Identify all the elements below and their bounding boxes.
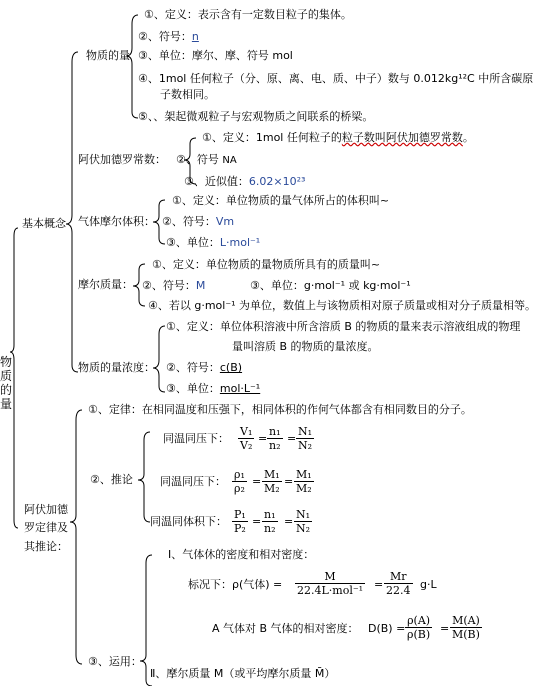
basic-concepts-label: 基本概念 xyxy=(22,217,66,230)
molar-mass-definition: ①、定义：单位物质的量物质所具有的质量叫~ xyxy=(152,258,381,271)
avogadro-law-label-2: 罗定律及 xyxy=(24,521,68,534)
equals-sign: = xyxy=(284,515,294,528)
concentration-unit: mol·L⁻¹ xyxy=(219,382,261,395)
application-1-title: Ⅰ、气体休的密度和相对密度： xyxy=(168,548,315,561)
molar-mass-symbol: M xyxy=(195,279,206,292)
std-density-frac-1: M 22.4L·mol⁻¹ xyxy=(297,570,364,597)
inference-1-label: 同温同压下： xyxy=(163,432,229,445)
inference-3-frac-3: $\frac{\text{N₁}}{\text{N₂}}$ xyxy=(296,508,311,535)
avogadro-law-statement: ①、定律：在相同温度和压强下，相同体积的作何气体都含有相同数目的分子。 xyxy=(88,403,472,416)
std-density-unit: g·L xyxy=(420,578,437,591)
avogadro-law-label-3: 其推论： xyxy=(24,540,68,553)
concentration-symbol: c(B) xyxy=(219,361,243,374)
inference-2-frac-2: $\frac{\text{M₁}}{\text{M₂}}$ xyxy=(264,468,280,495)
molar-mass-unit-line: ③、单位：g·mol⁻¹ 或 kg·mol⁻¹ xyxy=(250,279,411,292)
relative-density-frac-2: $\frac{M(A)}{M(B)}$ xyxy=(452,614,480,641)
concentration-symbol-line: ②、符号：c(B) xyxy=(166,361,243,374)
avogadro-definition: ①、定义：1mol 任何粒子的粒子数叫阿伏加德罗常数。 xyxy=(202,131,474,144)
std-density-label: 标况下：ρ(气体) = xyxy=(188,578,283,591)
inference-1-frac-2: $\frac{\text{n₁}}{\text{n₂}}$ xyxy=(269,425,281,452)
inference-2-frac-3: $\frac{\text{M₁}}{\text{M₂}}$ xyxy=(296,468,312,495)
aos-mol-line: ④、1mol 任何粒子（分、原、离、电、质、中子）数与 0.012kg¹²C 中所含碳原 xyxy=(138,72,534,85)
inference-1-frac-1: $\frac{\text{V₁}}{\text{V₂}}$ xyxy=(240,425,253,452)
avogadro-value: 6.02×10²³ xyxy=(248,175,306,188)
equals-sign: = xyxy=(252,475,262,488)
c12-mark: ¹²C 中所含碳原 xyxy=(458,72,534,85)
concentration-unit-line: ③、单位：mol·L⁻¹ xyxy=(166,382,261,395)
molar-mass-unit: g·mol⁻¹ 或 kg·mol⁻¹ xyxy=(303,279,411,292)
relative-density-frac-1: $\frac{\rho(A)}{\rho(B)}$ xyxy=(407,614,431,641)
molar-mass-label: 摩尔质量： xyxy=(78,278,133,291)
concentration-label: 物质的量浓度： xyxy=(78,361,155,374)
avogadro-law-label-1: 阿伏加德 xyxy=(24,503,68,516)
inference-3-label: 同温同体积下： xyxy=(150,515,227,528)
aos-symbol: n xyxy=(191,30,199,43)
molar-volume-unit-line: ③、单位：L·mol⁻¹ xyxy=(166,236,261,249)
relative-density-label: A 气体对 B 气体的相对密度： xyxy=(212,622,359,635)
aos-mol-line2: 子数相同。 xyxy=(160,88,215,101)
equals-sign: = xyxy=(440,622,450,635)
aos-unit: ③、单位：摩尔、摩、符号 mol xyxy=(138,49,293,62)
molar-mass-note: ④、若以 g·mol⁻¹ 为单位，数值上与该物质相对原子质量或相对分子质量相等。 xyxy=(148,299,537,312)
amount-of-substance-label: 物质的量 xyxy=(86,49,130,62)
molar-mass-symbol-line: ②、符号：M xyxy=(142,279,206,292)
equals-sign: = xyxy=(374,578,384,591)
inference-2-label: 同温同压下： xyxy=(160,475,226,488)
molar-volume-symbol-line: ②、符号：Vm xyxy=(162,215,235,228)
concentration-definition-1: ①、定义：单位体积溶液中所含溶质 B 的物质的量来表示溶液组成的物理 xyxy=(166,320,521,333)
std-density-frac-2: $\frac{Mr}{22.4}$ xyxy=(386,570,411,597)
aos-definition: ①、定义：表示含有一定数目粒子的集体。 xyxy=(144,8,352,21)
inference-2-frac-1: $\frac{\text{ρ₁}}{\text{ρ₂}}$ xyxy=(234,468,245,495)
equals-sign: = xyxy=(258,432,268,445)
aos-bridge: ⑤、、架起微观粒子与宏观物质之间联系的桥梁。 xyxy=(138,110,374,123)
molar-volume-unit: L·mol⁻¹ xyxy=(219,236,261,249)
equals-sign: = xyxy=(284,475,294,488)
root-label: 物质的量 xyxy=(0,355,13,411)
equals-sign: = xyxy=(287,432,297,445)
application-2-title: Ⅱ、摩尔质量 M（或平均摩尔质量 M̄） xyxy=(150,667,336,680)
avogadro-constant-label: 阿伏加德罗常数： xyxy=(78,153,166,166)
application-label: ③、运用： xyxy=(88,655,142,668)
relative-density-expr: D(B) = xyxy=(368,622,406,635)
inference-3-frac-2: $\frac{\text{n₁}}{\text{n₂}}$ xyxy=(264,508,276,535)
avogadro-symbol-line: ②、符号 NA xyxy=(176,153,237,166)
avogadro-approx-line: ③、近似值：6.02×10²³ xyxy=(184,175,306,188)
molar-volume-label: 气体摩尔体积： xyxy=(78,215,155,228)
concentration-definition-2: 量叫溶质 B 的物质的量浓度。 xyxy=(232,340,379,353)
aos-symbol-line: ②、符号：n xyxy=(138,30,199,43)
molar-volume-symbol: Vm xyxy=(215,215,235,228)
avogadro-symbol: NA xyxy=(222,155,237,166)
inference-label: ②、推论 xyxy=(90,473,133,486)
equals-sign: = xyxy=(252,515,262,528)
inference-1-frac-3: $\frac{\text{N₁}}{\text{N₂}}$ xyxy=(298,425,313,452)
molar-volume-definition: ①、定义：单位物质的量气体所占的体积叫~ xyxy=(172,194,390,207)
inference-3-frac-1: $\frac{\text{P₁}}{\text{P₂}}$ xyxy=(234,508,246,535)
